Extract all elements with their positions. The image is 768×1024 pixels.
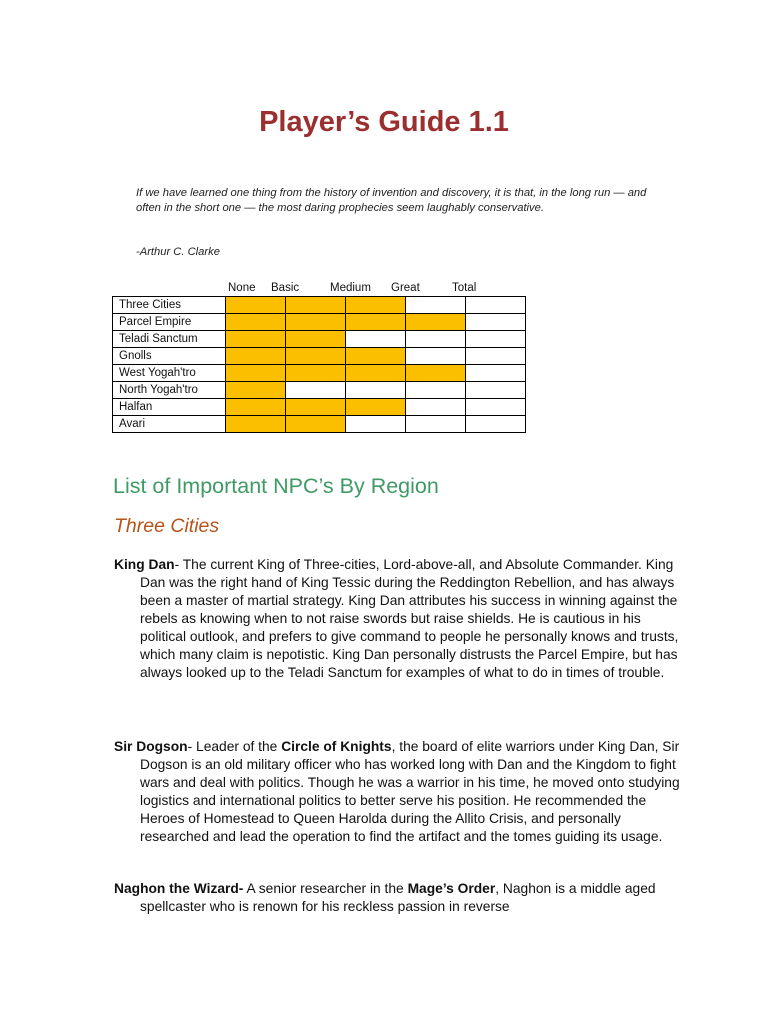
row-label: West Yogah'tro <box>113 365 226 382</box>
row-label: Three Cities <box>113 297 226 314</box>
cell-basic <box>286 348 346 365</box>
npc-name: Naghon the Wizard- <box>114 881 244 896</box>
row-label: North Yogah'tro <box>113 382 226 399</box>
cell-medium <box>346 382 406 399</box>
cell-great <box>406 331 466 348</box>
column-header-great: Great <box>391 282 420 294</box>
cell-basic <box>286 314 346 331</box>
cell-total <box>466 314 526 331</box>
cell-none <box>226 399 286 416</box>
cell-basic <box>286 331 346 348</box>
region-progress-table <box>112 296 526 433</box>
cell-total <box>466 399 526 416</box>
column-header-basic: Basic <box>271 282 300 294</box>
table-row <box>113 416 526 433</box>
cell-medium <box>346 348 406 365</box>
cell-none <box>226 416 286 433</box>
cell-great <box>406 348 466 365</box>
table-row <box>113 382 526 399</box>
table-column-headers <box>0 282 768 296</box>
row-label: Avari <box>113 416 226 433</box>
npc-entry-naghon: Naghon the Wizard- A senior researcher in the Mage’s Order, Naghon is a middle aged spellcaster who is renown for his reckless passion in reverse <box>114 881 656 914</box>
cell-basic <box>286 365 346 382</box>
cell-medium <box>346 365 406 382</box>
cell-great <box>406 365 466 382</box>
epigraph-attribution: -Arthur C. Clarke <box>136 246 220 258</box>
cell-total <box>466 416 526 433</box>
organization-name: Circle of Knights <box>281 739 392 754</box>
row-label: Halfan <box>113 399 226 416</box>
subsection-heading: Three Cities <box>114 515 220 537</box>
cell-total <box>466 382 526 399</box>
cell-none <box>226 331 286 348</box>
cell-none <box>226 297 286 314</box>
row-label: Gnolls <box>113 348 226 365</box>
cell-medium <box>346 331 406 348</box>
table-row <box>113 297 526 314</box>
cell-great <box>406 314 466 331</box>
cell-basic <box>286 399 346 416</box>
npc-description: , the board of elite warriors under King Dan, Sir Dogson is an old military officer who has worked long with Dan and the Kingdom to fight wars and deal with politics. Though he was a warrior in his time, he moved onto studying logistics and international politics to better serve his position. He recommended the Heroes of Homestead to Queen Harolda during the Allito Crisis, and personally researched and lead the operation to find the artifact and the tomes guiding its usage. <box>140 739 680 844</box>
cell-total <box>466 331 526 348</box>
cell-great <box>406 382 466 399</box>
cell-basic <box>286 416 346 433</box>
cell-medium <box>346 416 406 433</box>
npc-description: The current King of Three-cities, Lord-above-all, and Absolute Commander. King Dan was the right hand of King Tessic during the Reddington Rebellion, and has always been a master of martial strategy. King Dan attributes his success in winning against the rebels as knowing when to not raise swords but raise shields. He is cautious in his political outlook, and prefers to give command to people he personally knows and trusts, which many claim is nepotistic. King Dan personally distrusts the Parcel Empire, but has always looked up to the Teladi Sanctum for examples of what to do in times of trouble. <box>140 557 679 680</box>
cell-basic <box>286 382 346 399</box>
column-header-medium: Medium <box>330 282 371 294</box>
cell-great <box>406 297 466 314</box>
table-row <box>113 365 526 382</box>
cell-medium <box>346 314 406 331</box>
row-label: Parcel Empire <box>113 314 226 331</box>
npc-description: , Naghon is a middle aged spellcaster who is renown for his reckless passion in reverse <box>140 881 656 914</box>
npc-name: King Dan <box>114 557 175 572</box>
column-header-total: Total <box>452 282 477 294</box>
cell-total <box>466 297 526 314</box>
npc-entry-sir-dogson: Sir Dogson- Leader of the Circle of Knights, the board of elite warriors under King Dan, Sir Dogson is an old military officer who has worked long with Dan and the Kingdom to fight wars and deal with politics. Though he was a warrior in his time, he moved onto studying logistics and international politics to better serve his position. He recommended the Heroes of Homestead to Queen Harolda during the Allito Crisis, and personally researched and lead the operation to find the artifact and the tomes guiding its usage. <box>114 739 680 844</box>
cell-none <box>226 314 286 331</box>
cell-great <box>406 399 466 416</box>
page-title: Player’s Guide 1.1 <box>259 106 509 138</box>
npc-name: Sir Dogson <box>114 739 188 754</box>
table-row <box>113 348 526 365</box>
npc-entry-king-dan: King Dan- The current King of Three-cities, Lord-above-all, and Absolute Commander. King Dan was the right hand of King Tessic during the Reddington Rebellion, and has always been a master of martial strategy. King Dan attributes his success in winning against the rebels as knowing when to not raise swords but raise shields. He is cautious in his political outlook, and prefers to give command to people he personally knows and trusts, which many claim is nepotistic. King Dan personally distrusts the Parcel Empire, but has always looked up to the Teladi Sanctum for examples of what to do in times of trouble. <box>114 557 679 680</box>
cell-basic <box>286 297 346 314</box>
table-row <box>113 399 526 416</box>
row-label: Teladi Sanctum <box>113 331 226 348</box>
cell-none <box>226 365 286 382</box>
table-row <box>113 331 526 348</box>
cell-none <box>226 348 286 365</box>
cell-medium <box>346 297 406 314</box>
cell-none <box>226 382 286 399</box>
section-heading: List of Important NPC’s By Region <box>113 474 439 498</box>
organization-name: Mage’s Order <box>407 881 496 896</box>
table-row <box>113 314 526 331</box>
epigraph-quote: If we have learned one thing from the history of invention and discovery, it is that, in the long run — and often in the short one — the most daring prophecies seem laughably conservative. <box>136 187 647 214</box>
cell-medium <box>346 399 406 416</box>
cell-total <box>466 365 526 382</box>
cell-total <box>466 348 526 365</box>
cell-great <box>406 416 466 433</box>
column-header-none: None <box>228 282 256 294</box>
